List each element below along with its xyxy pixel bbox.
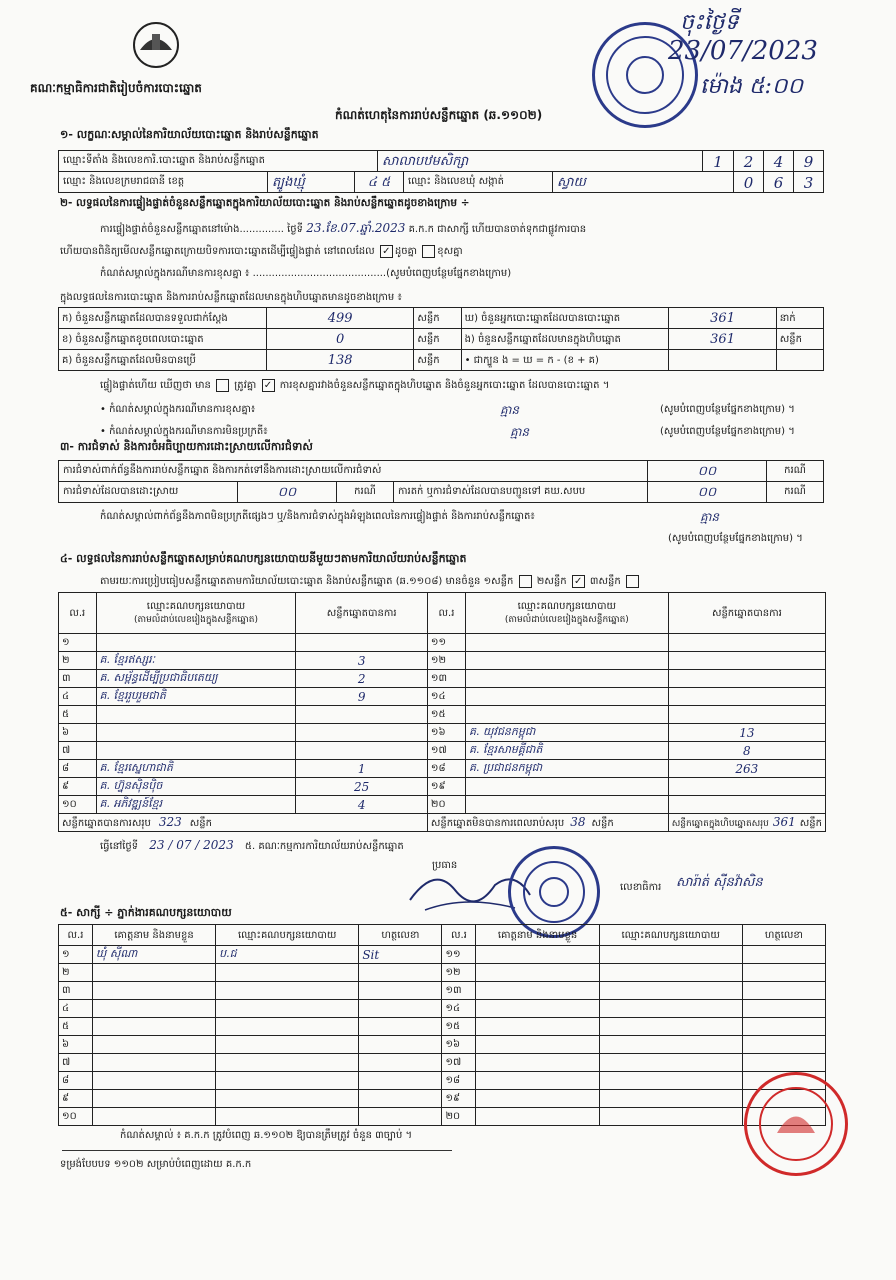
w-sign [359,1072,442,1090]
table-row [59,1072,826,1090]
party-votes: 8 [668,742,825,760]
count-right-value: 361 [669,308,776,329]
party-votes: 263 [668,760,825,778]
table-row [59,652,826,670]
w-sign-right [742,1000,825,1018]
w-sign-right [742,946,825,964]
count-row [59,350,824,371]
s4-subtitle [100,574,641,589]
w-party-right [599,1072,742,1090]
party-name: គ. សម្ព័ន្ធដើម្បីប្រជាធិបតេយ្យ [96,670,296,688]
w-col-no: ល.រ [59,925,93,946]
s1-row2-value2: ស្វាយ [552,171,734,193]
table-row [59,982,826,1000]
w-party-right [599,1090,742,1108]
s4-opt2: ៣សន្លឹក [589,576,621,587]
total-box-value: 361 [772,814,796,829]
table-row [59,1054,826,1072]
col-votes: សន្លឹកឆ្នោតបានការ [296,593,427,634]
count-left-label: គ) ចំនួនសន្លឹកឆ្នោតដែលមិនបានប្រើ [59,350,267,371]
row-no: ១៤ [427,688,465,706]
total-box-unit: សន្លឹក [799,817,822,829]
checkbox-has[interactable] [216,379,229,392]
s2-note-a3: ការខុសគ្នារវាងចំនួនសន្លឹកឆ្នោតក្នុងហិបឆ្នោត និងចំនួនអ្នកបោះឆ្នោត ដែលបានបោះឆ្នោត ។ [279,380,610,391]
party-votes: 3 [296,652,427,670]
party-name [96,706,296,724]
count-left-value: 499 [266,308,414,329]
total-valid [59,814,428,832]
s1-row1-digit-3: 4 [763,150,794,172]
col-party-sub: (តាមលំដាប់លេខរៀងក្នុងសន្លឹកឆ្នោត) [504,615,629,625]
row-no: ១៧ [427,742,465,760]
party-name [466,670,669,688]
col-votes: សន្លឹកឆ្នោតបានការ [668,593,825,634]
s3-row1-unit: ករណី [766,460,824,482]
party-votes [668,652,825,670]
s2-bullet1-label: • កំណត់សម្គាល់ក្នុងករណីមានការខុសគ្នា៖ [100,404,256,415]
w-col-party: ឈ្មោះគណបក្សនយោបាយ [216,925,359,946]
w-sign-right [742,1054,825,1072]
party-name [96,634,296,652]
row-no: ១៨ [427,760,465,778]
col-party-sub: (តាមលំដាប់លេខរៀងក្នុងសន្លឹកឆ្នោត) [134,615,258,625]
party-grid [58,592,826,832]
w-col-party: ឈ្មោះគណបក្សនយោបាយ [599,925,742,946]
party-name [466,652,669,670]
w-sign-right [742,982,825,1000]
party-name [466,796,669,814]
table-row [59,706,826,724]
w-col-sign: ហត្ថលេខា [359,925,442,946]
handwritten-date: 23/07/2023 [668,36,818,66]
row-no: ២០ [427,796,465,814]
w-row-no: ៧ [59,1054,93,1072]
row-no: ៨ [59,760,97,778]
col-no: ល.រ [59,593,97,634]
row-no: ៣ [59,670,97,688]
table-row [59,1000,826,1018]
w-party-right [599,1054,742,1072]
secretary-label: លេខាធិការ [620,882,662,893]
w-sign: Sit [359,946,442,964]
row-no: ២ [59,652,97,670]
party-name [96,724,296,742]
w-name [92,1108,215,1126]
total-box-label: សន្លឹកឆ្នោតក្នុងហិបឆ្នោតសរុប [671,818,769,829]
table-row [59,778,826,796]
s4-committee: ៥. គណៈកម្មការការិយាល័យរាប់សន្លឹកឆ្នោត [244,841,404,852]
s1-row2-digit-2: 6 [763,171,794,193]
row-no: ១៣ [427,670,465,688]
count-right-unit [776,350,823,371]
w-name-right [476,946,599,964]
table-row [59,688,826,706]
opt-same-label: ដូចគ្នា [394,246,418,257]
s1-row2-code: ៤ ៥ [354,171,404,193]
count-right-value: 361 [669,329,776,350]
table-row [59,796,826,814]
w-sign [359,1090,442,1108]
s3-row2-value: ០០ [237,481,337,503]
s4-date-label: ធ្វើនៅថ្ងៃទី [100,841,139,852]
count-left-unit: សន្លឹក [414,329,461,350]
row-no: ១១ [427,634,465,652]
s3-note [100,509,820,524]
section4-title: ៤- លទ្ធផលនៃការរាប់សន្លឹកឆ្នោតសម្រាប់គណបក្សនយោបាយនីមួយៗតាមការិយាល័យរាប់សន្លឹកឆ្នោត [60,552,467,565]
s3-note-value: គ្មាន [700,510,720,524]
total-invalid-value: 38 [570,814,586,829]
count-right-unit: សន្លឹក [776,329,823,350]
party-votes: 2 [296,670,427,688]
s2-line1 [100,220,586,238]
s2-note [100,378,609,393]
s2-line3: កំណត់សម្គាល់ក្នុងករណីមានការខុសគ្នា ៖ ..........................................(សូមបំពេញបន្ថែមផ្នែកខាងក្រោម) [100,268,512,279]
s2-line1-text: ការផ្ទៀងផ្ទាត់ចំនួនសន្លឹកឆ្នោតនៅម៉ោង.............. ថ្ងៃទី [100,224,304,235]
party-name: គ. យុវជនកម្ពុជា [466,724,669,742]
checkbox-2sheet[interactable]: ✓ [572,575,585,588]
w-name [92,1054,215,1072]
s2-line1-rest: គ.ក.ក ជាសាក្សី ហើយបានចាត់ទុកជាផ្លូវការបាន [408,224,587,235]
row-no: ៦ [59,724,97,742]
w-sign-right [742,1036,825,1054]
footnote: កំណត់សម្គាល់ ៖ គ.ក.ក ត្រូវបំពេញ ឆ.១១០២ ឱ្យបានត្រឹមត្រូវ ចំនួន ៣ច្បាប់ ។ [120,1130,413,1141]
table-row [59,742,826,760]
w-row-no-right: ១៥ [442,1018,476,1036]
s4-opt1: ២សន្លឹក [536,576,567,587]
count-left-unit: សន្លឹក [414,308,461,329]
totals-row [59,814,826,832]
row-no: ១៦ [427,724,465,742]
party-votes [668,706,825,724]
row-no: ១ [59,634,97,652]
w-sign [359,982,442,1000]
s2-note-a2: ត្រូវគ្នា [234,380,257,391]
w-party-right [599,1018,742,1036]
checkbox-different[interactable] [422,245,435,258]
s2-bullet2-suffix: (សូមបំពេញបន្ថែមផ្នែកខាងក្រោម) ។ [660,426,795,437]
w-name-right [476,964,599,982]
org-name: គណៈកម្មាធិការជាតិរៀបចំការបោះឆ្នោត [30,81,202,95]
w-party-right [599,982,742,1000]
w-row-no: ៤ [59,1000,93,1018]
party-votes: 9 [296,688,427,706]
total-box [668,814,825,832]
checkbox-3sheet[interactable] [626,575,639,588]
w-name-right [476,1090,599,1108]
count-left-label: ខ) ចំនួនសន្លឹកឆ្នោតខូចពេលបោះឆ្នោត [59,329,267,350]
s2-bullet1 [100,402,820,417]
w-name-right [476,1054,599,1072]
row-no: ១៥ [427,706,465,724]
party-votes [668,796,825,814]
s3-note-label: កំណត់សម្គាល់ពាក់ព័ន្ធនឹងភាពមិនប្រក្រតីផ្សេងៗ ឬ/និងការជំទាស់ក្នុងអំឡុងពេលនៃការផ្ទៀងផ្ទាត់ និងការរាប់សន្លឹកឆ្នោត៖ [100,511,535,522]
s2-note-a: ផ្ទៀងផ្ទាត់ហើយ ឃើញថា មាន [100,380,211,391]
party-name: គ. ខ្មែរឥស្សរៈ [96,652,296,670]
w-name [92,964,215,982]
secretary-name: សារ៉ាត់ ស៊ីនវ៉ាសិន [676,875,763,890]
w-name-right [476,1108,599,1126]
handwritten-time: ម៉ោង ៥:០០ [700,74,804,99]
table-row [59,1090,826,1108]
w-col-name: គោត្តនាម និងនាមខ្លួន [476,925,599,946]
witness-grid [58,924,826,1126]
total-invalid [427,814,668,832]
w-row-no: ៥ [59,1018,93,1036]
w-row-no-right: ១៧ [442,1054,476,1072]
w-party-right [599,946,742,964]
w-name-right [476,1018,599,1036]
party-votes [668,778,825,796]
count-right-unit: នាក់ [776,308,823,329]
party-name: គ. អភិវឌ្ឍន៍ខ្មែរ [96,796,296,814]
w-sign-right [742,1018,825,1036]
s2-bullet2 [100,424,820,439]
w-party [216,1000,359,1018]
w-name [92,1018,215,1036]
w-row-no-right: ១៨ [442,1072,476,1090]
checkbox-same[interactable]: ✓ [380,245,393,258]
w-row-no-right: ២០ [442,1108,476,1126]
party-votes [296,724,427,742]
col-party [96,593,296,634]
w-row-no: ១ [59,946,93,964]
party-votes: 4 [296,796,427,814]
col-party [466,593,669,634]
party-name: គ. ប្រជាជនកម្ពុជា [466,760,669,778]
party-votes [668,688,825,706]
row-no: ៥ [59,706,97,724]
count-right-label: ង) ចំនួនសន្លឹកឆ្នោតដែលមានក្នុងហិបឆ្នោត [461,329,669,350]
w-sign [359,1018,442,1036]
s1-row2-label2: ឈ្មោះ និងលេខឃុំ សង្កាត់ [403,171,553,193]
count-right-value [669,350,776,371]
table-row [59,1018,826,1036]
section2-title: ២- លទ្ធផលនៃការផ្ទៀងផ្ទាត់ចំនួនសន្លឹកឆ្នោតក្នុងការិយាល័យបោះឆ្នោត និងរាប់សន្លឹកឆ្នោតដូចខាងក្រោម ÷ [60,197,470,209]
w-party-right [599,1108,742,1126]
table-row [59,634,826,652]
bottom-divider [62,1150,452,1151]
s1-row2-label: ឈ្មោះ និងលេខក្រមរាជធានី ខេត្ត [58,171,268,193]
party-votes [296,742,427,760]
table-row [59,724,826,742]
w-row-no: ២ [59,964,93,982]
party-header-row [59,593,826,634]
w-name: ឃុំ ស៊ីណា [92,946,215,964]
w-name-right [476,1072,599,1090]
w-row-no-right: ១៤ [442,1000,476,1018]
total-valid-value: 323 [158,814,182,829]
w-party [216,1054,359,1072]
w-row-no: ១០ [59,1108,93,1126]
witness-header-row [59,925,826,946]
s3-row2-value2: ០០ [647,481,767,503]
party-votes: 13 [668,724,825,742]
w-row-no: ៣ [59,982,93,1000]
w-col-sign: ហត្ថលេខា [742,925,825,946]
party-name: គ. ខ្មែររួបរួមជាតិ [96,688,296,706]
s1-row1-digit-2: 2 [733,150,764,172]
s2-bullet1-value: គ្មាន [500,403,520,417]
s1-row1-digit-1: 1 [702,150,734,172]
w-party [216,1018,359,1036]
w-row-no: ៨ [59,1072,93,1090]
s1-row1-label: ឈ្មោះទីតាំង និងលេខការិ.បោះឆ្នោត និងរាប់សន្លឹកឆ្នោត [58,150,378,172]
party-name [466,778,669,796]
table-row [59,964,826,982]
table-row [59,670,826,688]
w-name-right [476,1036,599,1054]
count-row [59,308,824,329]
total-valid-unit: សន្លឹក [189,817,212,829]
checkbox-1sheet[interactable] [519,575,532,588]
w-row-no-right: ១១ [442,946,476,964]
w-party [216,1108,359,1126]
w-party-right [599,1036,742,1054]
party-votes [668,634,825,652]
s3-row2-label: ការជំទាស់ដែលបានដោះស្រាយ [58,481,238,503]
s2-line4: ក្នុងលទ្ធផលនៃការបោះឆ្នោត និងការរាប់សន្លឹកឆ្នោតដែលមានក្នុងហិបឆ្នោតមានដូចខាងក្រោម ៖ [60,292,402,303]
w-row-no: ៩ [59,1090,93,1108]
handwritten-note: ចុះថ្ងៃទី [680,10,739,35]
w-row-no-right: ១២ [442,964,476,982]
party-votes: 25 [296,778,427,796]
s3-row2-unit: ករណី [336,481,394,503]
s3-row2-unit2: ករណី [766,481,824,503]
w-sign [359,964,442,982]
w-name [92,982,215,1000]
s2-bullet1-suffix: (សូមបំពេញបន្ថែមផ្នែកខាងក្រោម) ។ [660,404,795,415]
col-party-label: ឈ្មោះគណបក្សនយោបាយ [517,601,617,612]
w-party [216,982,359,1000]
party-name [96,742,296,760]
s1-row1-digit-4: 9 [793,150,824,172]
col-no: ល.រ [427,593,465,634]
w-row-no-right: ១៣ [442,982,476,1000]
party-name: គ. ខ្មែរសាមគ្គីជាតិ [466,742,669,760]
party-name [466,688,669,706]
count-left-label: ក) ចំនួនសន្លឹកឆ្នោតដែលបានទទួលជាក់ស្តែង [59,308,267,329]
form-code: ទម្រង់បែបបទ ១១០២ សម្រាប់បំពេញដោយ គ.ក.ក [60,1159,252,1170]
party-votes [296,706,427,724]
w-name [92,1036,215,1054]
w-sign-right [742,964,825,982]
w-name [92,1072,215,1090]
chair-label: ប្រធាន [432,860,458,871]
s4-date [100,838,404,854]
section1-title: ១- លក្ខណៈសម្គាល់នៃការិយាល័យបោះឆ្នោត និងរាប់សន្លឹកឆ្នោត [60,128,319,141]
section5-title: ៥- សាក្សី ÷ ភ្នាក់ងារគណបក្សនយោបាយ [60,906,232,919]
red-stamp [744,1072,848,1176]
w-row-no-right: ១៩ [442,1090,476,1108]
w-sign [359,1036,442,1054]
s3-row2-label2: ការតក់ ឬការជំទាស់ដែលបានបញ្ជូនទៅ គឃ.សបប [393,481,648,503]
w-name-right [476,1000,599,1018]
row-no: ៧ [59,742,97,760]
total-invalid-label: សន្លឹកឆ្នោតមិនបានការពេលរាប់សរុប [430,817,565,829]
row-no: ១០ [59,796,97,814]
opt-different-label: ខុសគ្នា [437,246,463,257]
w-col-no: ល.រ [442,925,476,946]
s4-date-value: 23 / 07 / 2023 [149,838,234,852]
total-invalid-unit: សន្លឹក [591,817,614,829]
count-left-value: 0 [266,329,414,350]
party-name [466,634,669,652]
w-party [216,964,359,982]
checkbox-no-diff[interactable]: ✓ [262,379,275,392]
s1-row2-value: ត្បូងឃ្មុំ [267,171,355,193]
s2-bullet2-label: • កំណត់សម្គាល់ក្នុងករណីមានការមិនប្រក្រតី៖ [100,426,268,437]
s2-line2-text: ហើយបានពិនិត្យមើលសន្លឹកឆ្នោតក្រោយបិទការបោះឆ្នោតដើម្បីផ្ទៀងផ្ទាត់ នៅពេលដែល [60,246,375,257]
w-sign [359,1000,442,1018]
s1-row1-value: សាលាបឋមសិក្សា [377,150,703,172]
table-row [59,946,826,964]
emblem-icon [128,20,184,70]
party-name: គ. ហ្វ៊ុនស៊ិនប៉ិច [96,778,296,796]
s2-line1-date: 23.ខែ.07.ឆ្នាំ.2023 [306,221,406,235]
s3-row1-value: ០០ [647,460,767,482]
count-left-value: 138 [266,350,414,371]
w-name [92,1090,215,1108]
s2-line2 [60,244,463,259]
row-no: ១២ [427,652,465,670]
form-title: កំណត់ហេតុនៃការរាប់សន្លឹកឆ្នោត (ឆ.១១០២) [335,108,543,122]
s3-row1-label: ការជំទាស់ពាក់ព័ន្ធនឹងការរាប់សន្លឹកឆ្នោត និងការកត់ទៅនឹងការដោះស្រាយលើការជំទាស់ [58,460,648,482]
w-row-no-right: ១៦ [442,1036,476,1054]
w-party [216,1072,359,1090]
count-right-label: • ជាក្បួន ង = ឃ = ក - (ខ + គ) [461,350,669,371]
w-row-no: ៦ [59,1036,93,1054]
s1-row2-digit-1: 0 [733,171,764,193]
w-party-right [599,964,742,982]
w-party [216,1090,359,1108]
w-party-right [599,1000,742,1018]
w-sign [359,1054,442,1072]
party-name: គ. ខ្មែរស្នេហាជាតិ [96,760,296,778]
party-votes: 1 [296,760,427,778]
s4-subtitle-text: តាមរយៈការប្រៀបធៀបសន្លឹកឆ្នោតតាមការិយាល័យបោះឆ្នោត និងរាប់សន្លឹកឆ្នោត (ឆ.១១០៨) មានចំនួន ១សន្លឹក [100,576,514,587]
count-row [59,329,824,350]
party-votes [296,634,427,652]
w-name-right [476,982,599,1000]
w-col-name: គោត្តនាម និងនាមខ្លួន [92,925,215,946]
section3-title: ៣- ការជំទាស់ និងការចំអធិប្បាយការដោះស្រាយលើការជំទាស់ [60,440,313,453]
row-no: ៤ [59,688,97,706]
party-votes [668,670,825,688]
count-right-label: ឃ) ចំនួនអ្នកបោះឆ្នោតដែលបានបោះឆ្នោត [461,308,669,329]
w-name [92,1000,215,1018]
table-row [59,1036,826,1054]
count-left-unit: សន្លឹក [414,350,461,371]
table-row [59,1108,826,1126]
w-party: ប.ជ [216,946,359,964]
w-party [216,1036,359,1054]
s2-bullet2-value: គ្មាន [510,425,530,439]
total-valid-label: សន្លឹកឆ្នោតបានការសរុប [62,817,151,829]
count-grid [58,307,824,371]
s3-note-suffix: (សូមបំពេញបន្ថែមផ្នែកខាងក្រោម) ។ [668,533,803,544]
row-no: ៩ [59,778,97,796]
w-sign [359,1108,442,1126]
s1-row2-digit-3: 3 [793,171,824,193]
row-no: ១៩ [427,778,465,796]
party-name [466,706,669,724]
table-row [59,760,826,778]
col-party-label: ឈ្មោះគណបក្សនយោបាយ [146,601,246,612]
